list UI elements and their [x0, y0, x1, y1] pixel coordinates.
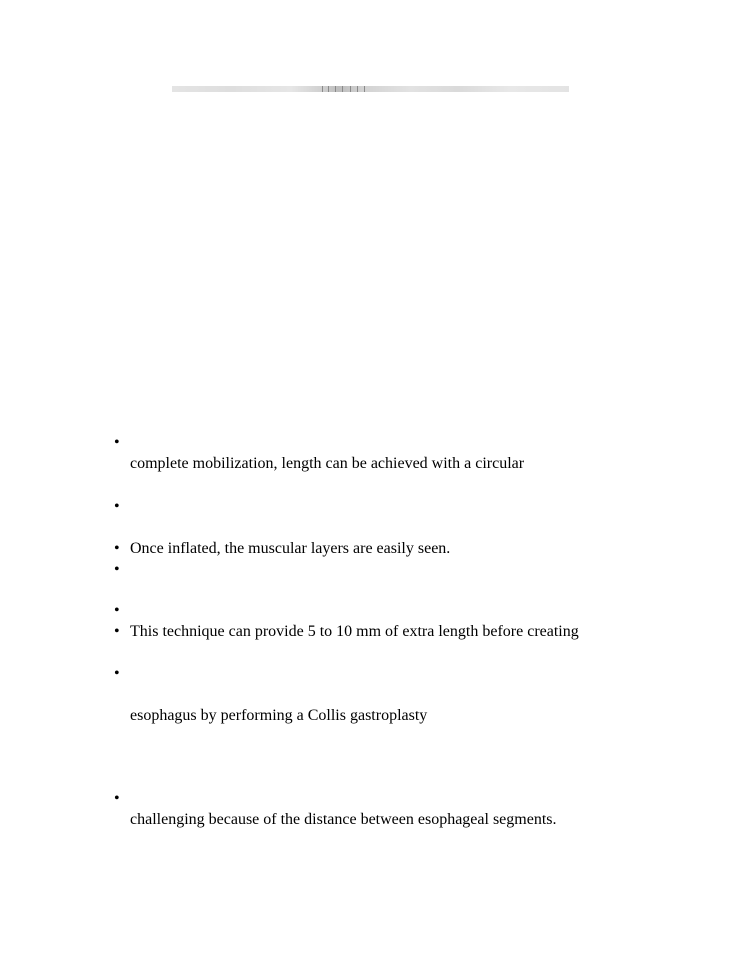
image-detail-mark	[342, 86, 343, 92]
list-bullet: •	[114, 498, 120, 515]
list-bullet: •	[114, 602, 120, 619]
image-detail-mark	[364, 86, 365, 92]
list-item-text: complete mobilization, length can be achieved with a circular	[130, 455, 525, 472]
list-bullet: •	[114, 561, 120, 578]
image-detail-mark	[335, 86, 336, 92]
list-item-text: This technique can provide 5 to 10 mm of extra length before creating	[130, 623, 579, 640]
list-item-text: Once inflated, the muscular layers are easily seen.	[130, 540, 451, 557]
image-detail-mark	[328, 86, 329, 92]
list-bullet: •	[114, 623, 120, 640]
image-detail-mark	[357, 86, 358, 92]
list-bullet: •	[114, 790, 120, 807]
list-bullet: •	[114, 665, 120, 682]
image-detail-mark	[350, 86, 351, 92]
image-detail-mark	[322, 86, 323, 92]
list-item-text: challenging because of the distance between esophageal segments.	[130, 811, 557, 828]
figure-image-strip	[172, 86, 569, 92]
list-item-text: esophagus by performing a Collis gastroplasty	[130, 707, 428, 724]
list-bullet: •	[114, 434, 120, 451]
list-bullet: •	[114, 540, 120, 557]
